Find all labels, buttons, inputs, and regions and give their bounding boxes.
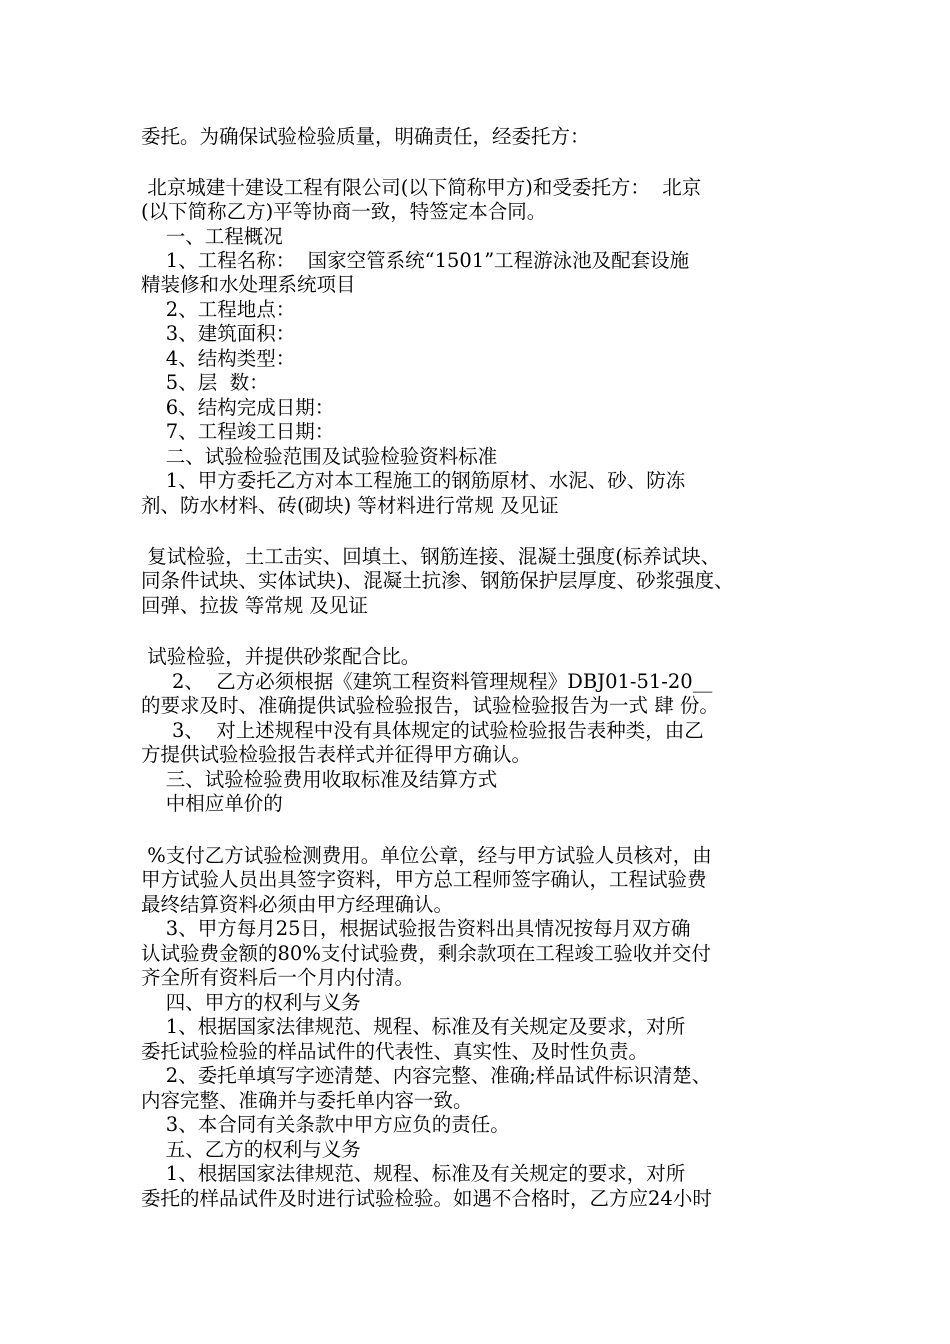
section-heading: 三、试验检验费用收取标准及结算方式	[141, 768, 498, 791]
text-line: 同条件试块、实体试块)、混凝土抗渗、钢筋保护层厚度、砂浆强度、	[141, 569, 734, 592]
text-line: 3、本合同有关条款中甲方应负的责任。	[141, 1113, 510, 1136]
text-line: 3、 对上述规程中没有具体规定的试验检验报告表种类，由乙	[141, 719, 704, 742]
text-line: 7、工程竣工日期：	[141, 420, 335, 443]
text-line: 中相应单价的	[141, 792, 283, 815]
section-heading: 二、试验检验范围及试验检验资料标准	[141, 445, 498, 468]
text-line: 2、工程地点：	[141, 298, 296, 321]
text-line: %支付乙方试验检测费用。单位公章，经与甲方试验人员核对，由	[141, 844, 712, 867]
section-heading: 一、工程概况	[141, 225, 283, 248]
text-line: 北京城建十建设工程有限公司(以下简称甲方)和受委托方： 北京	[141, 176, 702, 199]
section-heading: 四、甲方的权利与义务	[141, 991, 361, 1014]
text-line: 1、根据国家法律规范、规程、标准及有关规定及要求，对所	[141, 1015, 686, 1038]
text-line: 4、结构类型：	[141, 347, 296, 370]
text-line: 3、甲方每月25日，根据试验报告资料出具情况按每月双方确	[141, 917, 691, 940]
text-line: 的要求及时、准确提供试验检验报告，试验检验报告为一式 肆 份。	[141, 694, 719, 717]
text-line: 2、 乙方必须根据《建筑工程资料管理规程》DBJ01-51-20__	[141, 670, 713, 693]
text-line: 6、结构完成日期：	[141, 396, 335, 419]
text-line: 齐全所有资料后一个月内付清。	[141, 966, 415, 989]
text-line: 方提供试验检验报告表样式并征得甲方确认。	[141, 743, 532, 766]
text-line: 回弹、拉拔 等常规 及见证	[141, 594, 368, 617]
text-line: (以下简称乙方)平等协商一致，特签定本合同。	[141, 200, 547, 223]
text-line: 委托的样品试件及时进行试验检验。如遇不合格时，乙方应24小时	[141, 1187, 712, 1210]
text-line: 1、甲方委托乙方对本工程施工的钢筋原材、水泥、砂、防冻	[141, 469, 686, 492]
text-line: 复试检验，土工击实、回填土、钢筋连接、混凝土强度(标养试块、	[141, 545, 721, 568]
text-line: 试验检验，并提供砂浆配合比。	[141, 645, 421, 668]
text-line: 委托。为确保试验检验质量，明确责任，经委托方：	[141, 125, 590, 148]
text-line: 5、层 数：	[141, 371, 269, 394]
text-line: 1、根据国家法律规范、规程、标准及有关规定的要求，对所	[141, 1162, 686, 1185]
text-line: 剂、防水材料、砖(砌块) 等材料进行常规 及见证	[141, 494, 559, 517]
text-line: 委托试验检验的样品试件的代表性、真实性、及时性负责。	[141, 1040, 649, 1063]
text-line: 最终结算资料必须由甲方经理确认。	[141, 893, 454, 916]
text-line: 甲方试验人员出具签字资料，甲方总工程师签字确认，工程试验费	[141, 868, 707, 891]
section-heading: 五、乙方的权利与义务	[141, 1138, 361, 1161]
text-line: 精装修和水处理系统项目	[141, 273, 356, 296]
text-line: 内容完整、准确并与委托单内容一致。	[141, 1089, 473, 1112]
text-line: 认试验费金额的80%支付试验费，剩余款项在工程竣工验收并交付	[141, 942, 711, 965]
text-line: 2、委托单填写字迹清楚、内容完整、准确;样品试件标识清楚、	[141, 1064, 712, 1087]
text-line: 3、建筑面积：	[141, 322, 296, 345]
text-line: 1、工程名称： 国家空管系统“1501”工程游泳池及配套设施	[141, 249, 690, 272]
